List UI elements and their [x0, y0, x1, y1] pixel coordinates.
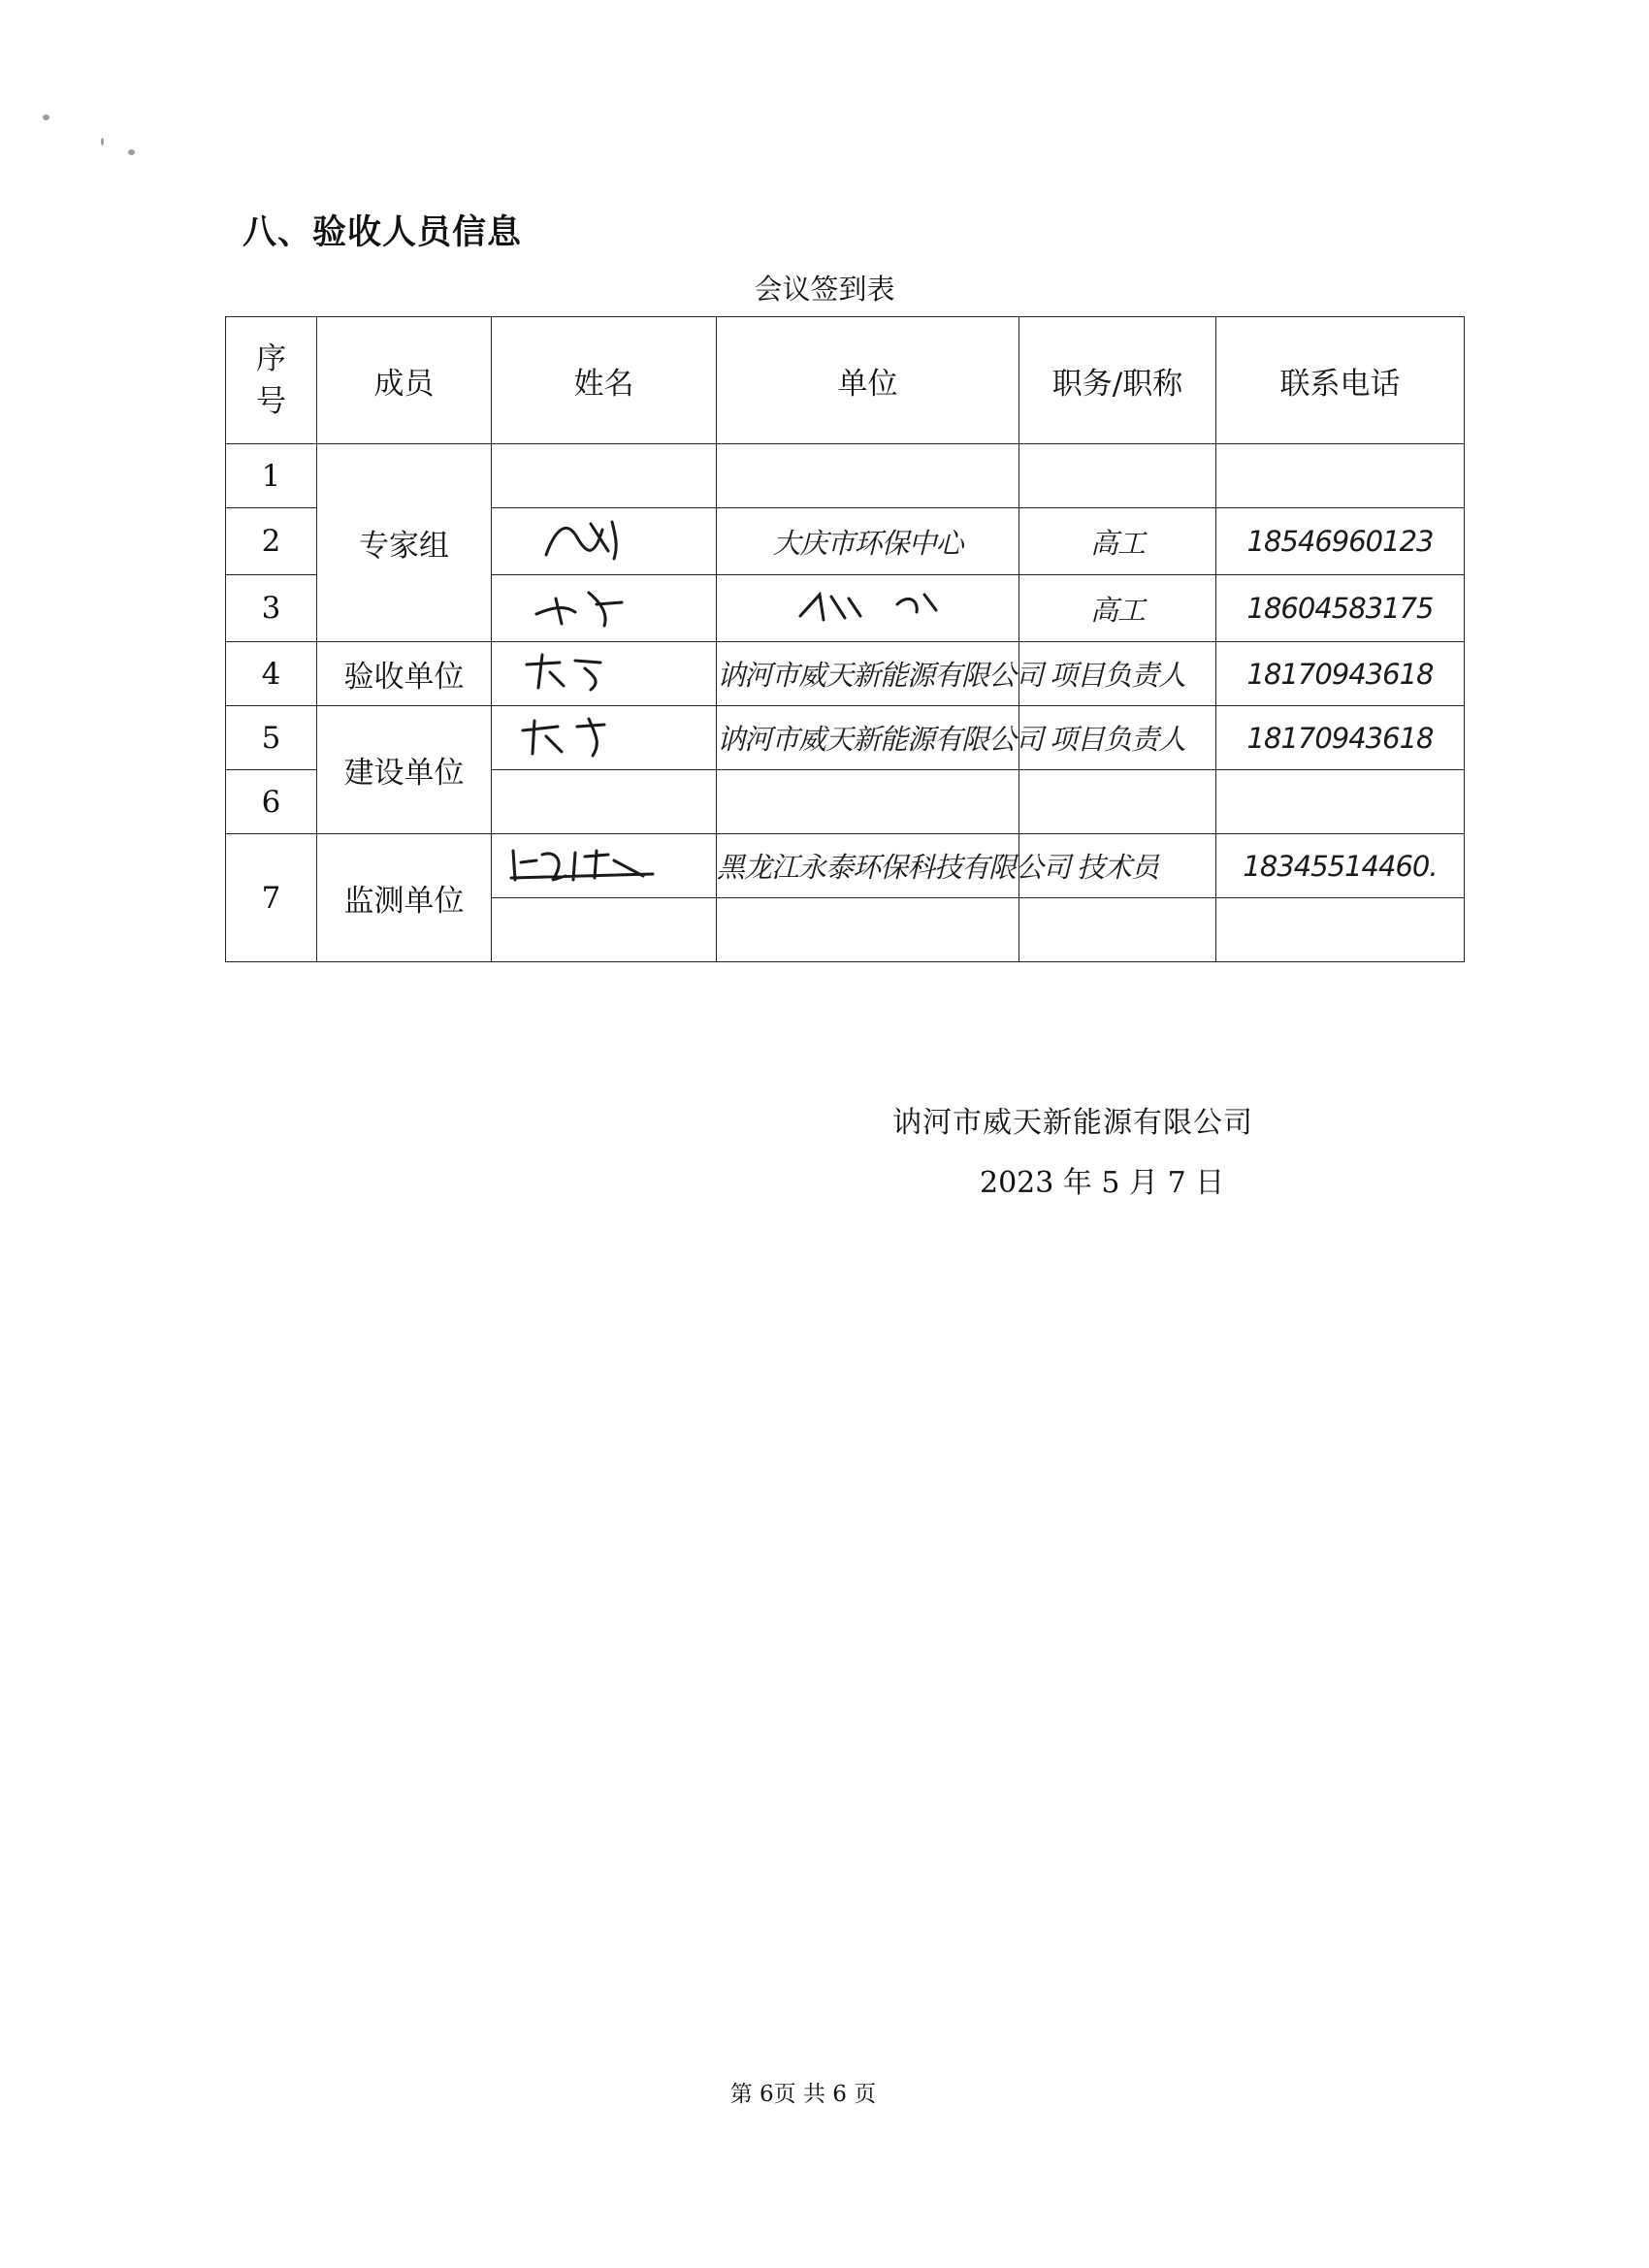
unit-cell	[717, 770, 1019, 834]
position-cell	[1019, 642, 1216, 706]
phone-cell	[1216, 642, 1465, 706]
unit-text: 黑龙江永泰环保科技有限公司	[717, 851, 1071, 884]
unit-cell	[717, 898, 1019, 962]
header-seq-top: 序	[256, 341, 286, 376]
unit-cell	[717, 508, 1019, 575]
table-title: 会议签到表	[754, 273, 895, 306]
unit-cell	[717, 575, 1019, 642]
header-unit: 单位	[717, 317, 1019, 444]
header-name: 姓名	[492, 317, 717, 444]
seq-cell: 7	[226, 834, 317, 962]
group-construction: 建设单位	[317, 706, 492, 834]
phone-text: 18170943618	[1246, 721, 1434, 755]
phone-text: 18546960123	[1246, 525, 1434, 558]
name-signature	[492, 706, 717, 770]
header-member: 成员	[317, 317, 492, 444]
name-cell	[492, 770, 717, 834]
name-cell	[492, 898, 717, 962]
table-header-row	[226, 317, 1465, 444]
position-cell	[1019, 706, 1216, 770]
signature-image	[507, 575, 701, 633]
table-row	[226, 834, 1465, 898]
unit-text: 讷河市威天新能源有限公司	[717, 723, 1044, 756]
position-text: 高工	[1089, 593, 1145, 627]
phone-cell	[1216, 444, 1465, 508]
table-row	[226, 706, 1465, 770]
position-cell	[1019, 770, 1216, 834]
footer-company: 讷河市威天新能源有限公司	[892, 1106, 1253, 1140]
unit-scribble	[752, 577, 985, 632]
position-cell	[1019, 898, 1216, 962]
seq-cell: 2	[226, 508, 317, 575]
unit-cell	[717, 642, 1044, 706]
position-text: 技术员	[1076, 851, 1158, 884]
name-signature	[492, 575, 717, 642]
position-text: 高工	[1089, 526, 1145, 560]
header-seq	[226, 317, 317, 444]
phone-cell	[1216, 770, 1465, 834]
signature-image	[507, 508, 701, 567]
phone-text: 18345514460.	[1243, 849, 1438, 883]
scan-speck	[128, 149, 135, 155]
phone-text: 18604583175	[1246, 592, 1434, 625]
unit-cell	[717, 834, 1071, 898]
position-text: 项目负责人	[1049, 659, 1185, 692]
group-monitoring: 监测单位	[317, 834, 492, 962]
unit-text: 大庆市环保中心	[772, 526, 963, 560]
page-number: 第 6页 共 6 页	[729, 2082, 877, 2107]
phone-cell	[1216, 834, 1465, 898]
name-signature	[492, 508, 717, 575]
unit-cell	[717, 706, 1044, 770]
position-text: 项目负责人	[1049, 723, 1185, 756]
position-cell	[1019, 575, 1216, 642]
header-seq-bottom: 号	[256, 384, 286, 419]
scan-speck	[43, 114, 49, 120]
signature-image	[507, 835, 701, 890]
group-acceptance: 验收单位	[317, 642, 492, 706]
position-cell	[1019, 444, 1216, 508]
header-phone: 联系电话	[1216, 317, 1465, 444]
seq-cell: 3	[226, 575, 317, 642]
footer-date: 2023 年 5 月 7 日	[980, 1166, 1225, 1200]
seq-cell: 1	[226, 444, 317, 508]
unit-cell	[717, 444, 1019, 508]
phone-text: 18170943618	[1246, 657, 1434, 691]
group-expert: 专家组	[317, 444, 492, 642]
seq-cell: 4	[226, 642, 317, 706]
seq-cell: 6	[226, 770, 317, 834]
unit-text: 讷河市威天新能源有限公司	[717, 659, 1044, 692]
signature-image	[507, 707, 701, 761]
seq-cell: 5	[226, 706, 317, 770]
signature-image	[507, 643, 701, 697]
table-row	[226, 642, 1465, 706]
name-signature	[492, 642, 717, 706]
name-signature	[492, 834, 717, 898]
section-title: 八、验收人员信息	[242, 213, 523, 252]
name-cell	[492, 444, 717, 508]
phone-cell	[1216, 508, 1465, 575]
phone-cell	[1216, 898, 1465, 962]
scan-speck	[101, 138, 104, 146]
header-position: 职务/职称	[1019, 317, 1216, 444]
sign-in-table	[225, 316, 1465, 962]
phone-cell	[1216, 706, 1465, 770]
table-row	[226, 444, 1465, 508]
phone-cell	[1216, 575, 1465, 642]
position-cell	[1019, 508, 1216, 575]
